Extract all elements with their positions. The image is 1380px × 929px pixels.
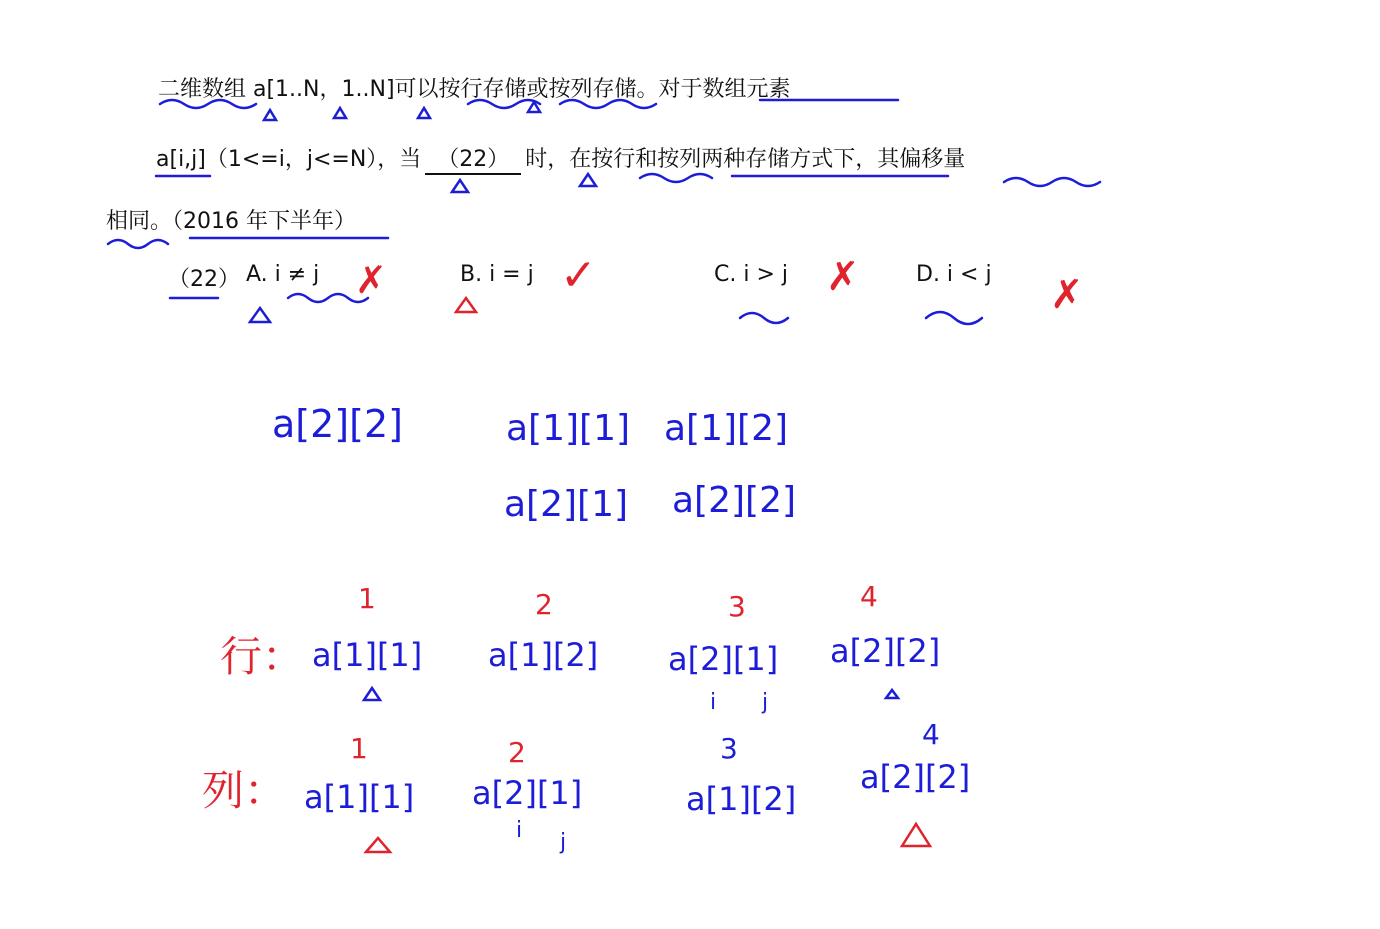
option-c[interactable]: C. i > j [714,262,788,287]
row-i-label: i [710,690,717,715]
row-index-4: 4 [860,580,878,613]
triangle-row-4 [886,690,898,698]
col-element-2: a[2][1] [472,774,583,812]
row-index-2: 2 [535,588,553,621]
question-line-1: 二维数组 a[1..N，1..N]可以按行存储或按列存储。对于数组元素 [158,77,791,102]
triangle-4 [528,102,540,112]
question-line-3: 相同。（2016 年下半年） [106,209,356,234]
col-index-1: 1 [350,732,368,765]
row-label: 行： [220,632,305,681]
question-number: （22） [168,267,240,292]
triangle-blank-left [452,180,468,192]
row-index-1: 1 [358,582,376,615]
row-element-3: a[2][1] [668,640,779,678]
squiggle-option-d [926,312,982,324]
mark-c-cross: ✗ [826,254,860,300]
col-element-1: a[1][1] [304,778,415,816]
option-d[interactable]: D. i < j [916,262,992,287]
triangle-2 [334,108,346,118]
row-element-4: a[2][2] [830,632,941,670]
triangle-1 [264,110,276,120]
squiggle-option-c [740,313,788,323]
triangle-col-4 [902,824,930,846]
mark-b-check: ✓ [560,250,597,301]
question-line-2-post: 时，在按行和按列两种存储方式下，其偏移量 [525,147,966,172]
triangle-row-1 [364,688,380,700]
option-b[interactable]: B. i = j [460,262,534,287]
element-1-1: a[1][1] [506,408,631,449]
squiggle-line2-c [1004,178,1100,186]
col-label: 列： [202,766,287,815]
row-element-1: a[1][1] [312,636,423,674]
example-matrix: a[2][2] [272,402,403,446]
answer-blank: （22） [425,142,521,175]
squiggle-line3-a [108,240,168,248]
row-index-3: 3 [728,590,746,623]
options-row [168,262,1068,302]
col-j-label: j [560,830,567,855]
question-line-2 [156,142,965,175]
question-line-2-pre: a[i,j]（1<=i，j<=N），当 [156,147,422,172]
col-index-2: 2 [508,736,526,769]
triangle-col-1 [366,838,390,852]
mark-a-cross: ✗ [355,258,387,302]
col-element-4: a[2][2] [860,758,971,796]
option-a[interactable]: A. i ≠ j [246,262,320,287]
col-i-label: i [516,818,523,843]
row-j-label: j [762,690,769,715]
row-element-2: a[1][2] [488,636,599,674]
triangle-option-a [250,308,270,322]
col-index-4: 4 [922,718,940,751]
element-1-2: a[1][2] [664,408,789,449]
col-element-3: a[1][2] [686,780,797,818]
mark-d-cross: ✗ [1050,272,1084,318]
triangle-blank-right [580,174,596,186]
triangle-3 [418,108,430,118]
col-index-3: 3 [720,732,738,765]
element-2-2: a[2][2] [672,480,797,521]
element-2-1: a[2][1] [504,484,629,525]
squiggle-line2-a [640,174,712,182]
